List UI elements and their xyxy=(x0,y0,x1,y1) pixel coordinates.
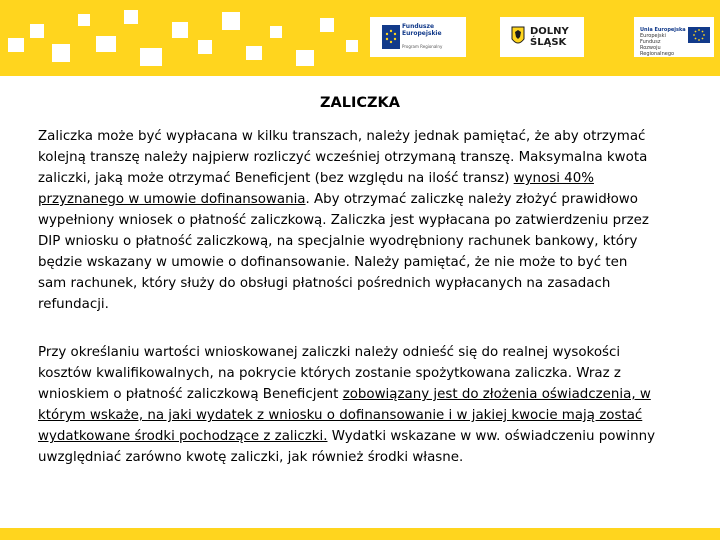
lower-silesia-logo xyxy=(500,17,584,57)
decor-square xyxy=(198,40,212,54)
decor-square xyxy=(346,40,358,52)
eu-title: Unia Europejska xyxy=(640,27,686,33)
region-line2: ŚLĄSK xyxy=(530,37,567,48)
header-banner xyxy=(0,0,720,76)
decor-square xyxy=(78,14,90,26)
underlined-text: zobowiązany jest do złożenia oświadczenia, w którym wskaże, na jaki wydatek z wniosku o dofinansowanie i w jakiej kwocie mają zostać wydatkowane środki pochodzące z zaliczki. xyxy=(38,387,651,444)
paragraph-advance-amount xyxy=(38,342,658,468)
eu-line2: Rozwoju Regionalnego xyxy=(640,45,675,57)
funds-name xyxy=(402,23,442,37)
funds-sub: Program Regionalny xyxy=(402,44,443,49)
decor-square xyxy=(52,44,70,62)
underlined-text: wynosi 40% przyznanego w umowie dofinansowania xyxy=(38,171,594,207)
decor-square xyxy=(270,26,282,38)
region-line1: DOLNY xyxy=(530,26,569,37)
eu-funds-icon xyxy=(382,25,400,49)
eu-logo xyxy=(634,17,714,57)
decor-square xyxy=(172,22,188,38)
decor-square xyxy=(124,10,138,24)
lower-silesia-eagle-icon xyxy=(510,25,526,47)
decor-square xyxy=(246,46,262,60)
paragraph-advance-rules xyxy=(38,126,658,315)
funds-line2: Europejskie xyxy=(402,30,442,37)
paragraph-text: Przy określaniu wartości wnioskowanej zaliczki należy odnieść się do realnej wysokości kosztów kwalifikowalnych, na pokrycie których zostanie spożytkowana zaliczka. Wraz z wnioskiem o płatność zaliczkową Beneficjent xyxy=(38,345,621,402)
footer-bar xyxy=(0,528,720,540)
decor-square xyxy=(30,24,44,38)
funds-line1: Fundusze xyxy=(402,23,435,30)
decor-square xyxy=(222,12,240,30)
decor-square xyxy=(96,36,116,52)
decor-square xyxy=(8,38,24,52)
eu-line1: Europejski Fundusz xyxy=(640,33,666,45)
eu-funds-logo xyxy=(370,17,466,57)
eu-text xyxy=(640,27,686,57)
paragraph-text: . Aby otrzymać zaliczkę należy złożyć prawidłowo wypełniony wniosek o płatność zaliczkową. Zaliczka jest wypłacana po zatwierdzeniu przez DIP wniosku o płatność zaliczkową, na specjalnie wyodrębniony rachunek bankowy, który będzie wskazany w umowie o dofinansowanie. Należy pamiętać, że nie może to być ten sam rachunek, który służy do obsługi płatności pośrednich wypłacanych na zasadach refundacji. xyxy=(38,192,649,312)
paragraph-text: Zaliczka może być wypłacana w kilku transzach, należy jednak pamiętać, że aby otrzymać kolejną transzę należy najpierw rozliczyć wcześniej otrzymaną transzę. Maksymalna kwota zaliczki, jaką może otrzymać Beneficjent (bez względu na ilość transz) xyxy=(38,129,648,186)
decor-square xyxy=(140,48,162,66)
decor-square xyxy=(296,50,314,66)
eu-flag-icon xyxy=(688,27,710,43)
page-title: ZALICZKA xyxy=(320,95,400,111)
paragraph-text: Wydatki wskazane w ww. oświadczeniu powinny uwzględniać zarówno kwotę zaliczki, jak również środki własne. xyxy=(38,429,655,465)
decor-square xyxy=(320,18,334,32)
region-name xyxy=(530,26,569,48)
